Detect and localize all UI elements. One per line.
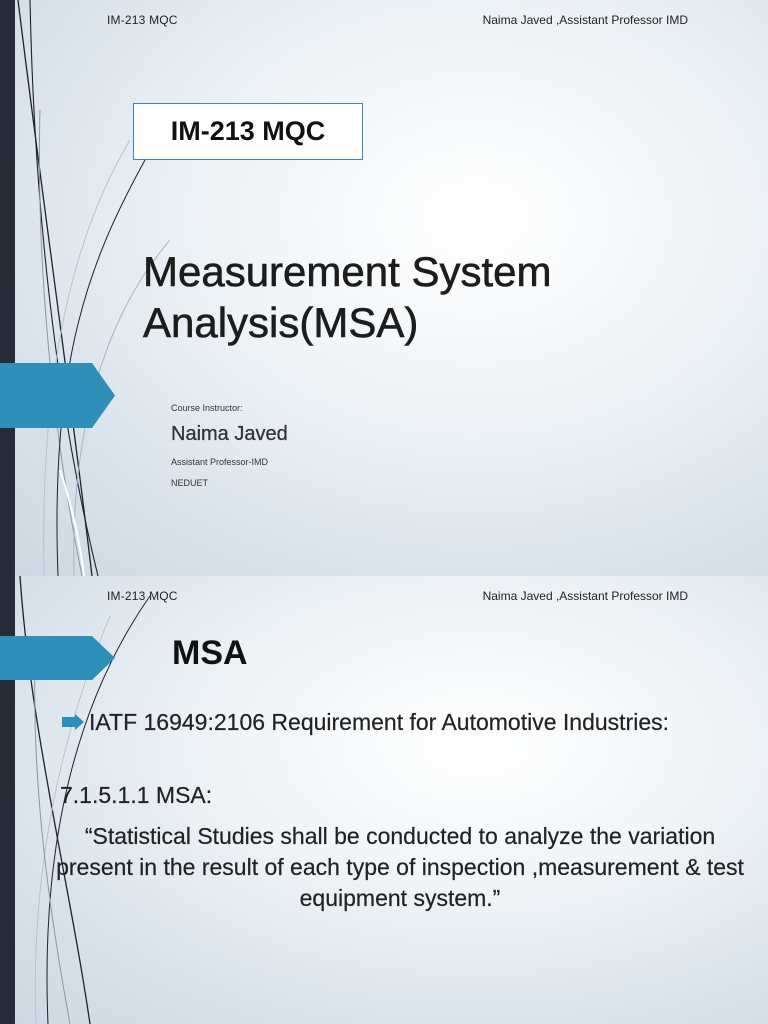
msa-slide (0, 576, 768, 1024)
section-heading: 7.1.5.1.1 MSA: (60, 782, 213, 808)
accent-arrow-tab (0, 636, 115, 680)
instructor-title: Assistant Professor-IMD (171, 457, 269, 467)
course-code-box: IM-213 MQC (133, 103, 363, 160)
header-course-code: IM-213 MQC (107, 589, 178, 603)
accent-arrow-tab (0, 363, 115, 428)
instructor-org: NEDUET (171, 478, 209, 488)
page-title: Measurement System Analysis(MSA) (143, 248, 552, 346)
header-author: Naima Javed ,Assistant Professor IMD (482, 13, 688, 27)
instructor-label: Course Instructor: (171, 403, 243, 413)
instructor-name: Naima Javed (171, 423, 288, 445)
slide-title: MSA (172, 634, 248, 672)
list-item (62, 708, 702, 737)
header-course-code: IM-213 MQC (107, 13, 178, 27)
requirement-quote: “Statistical Studies shall be conducted to analyze the variation present in the result of each type of inspection ,measurement & test equipment system.” (56, 823, 744, 911)
arrow-bullet-icon (62, 714, 84, 730)
bullet-text: IATF 16949:2106 Requirement for Automotive Industries: (89, 709, 669, 735)
header-author: Naima Javed ,Assistant Professor IMD (482, 589, 688, 603)
